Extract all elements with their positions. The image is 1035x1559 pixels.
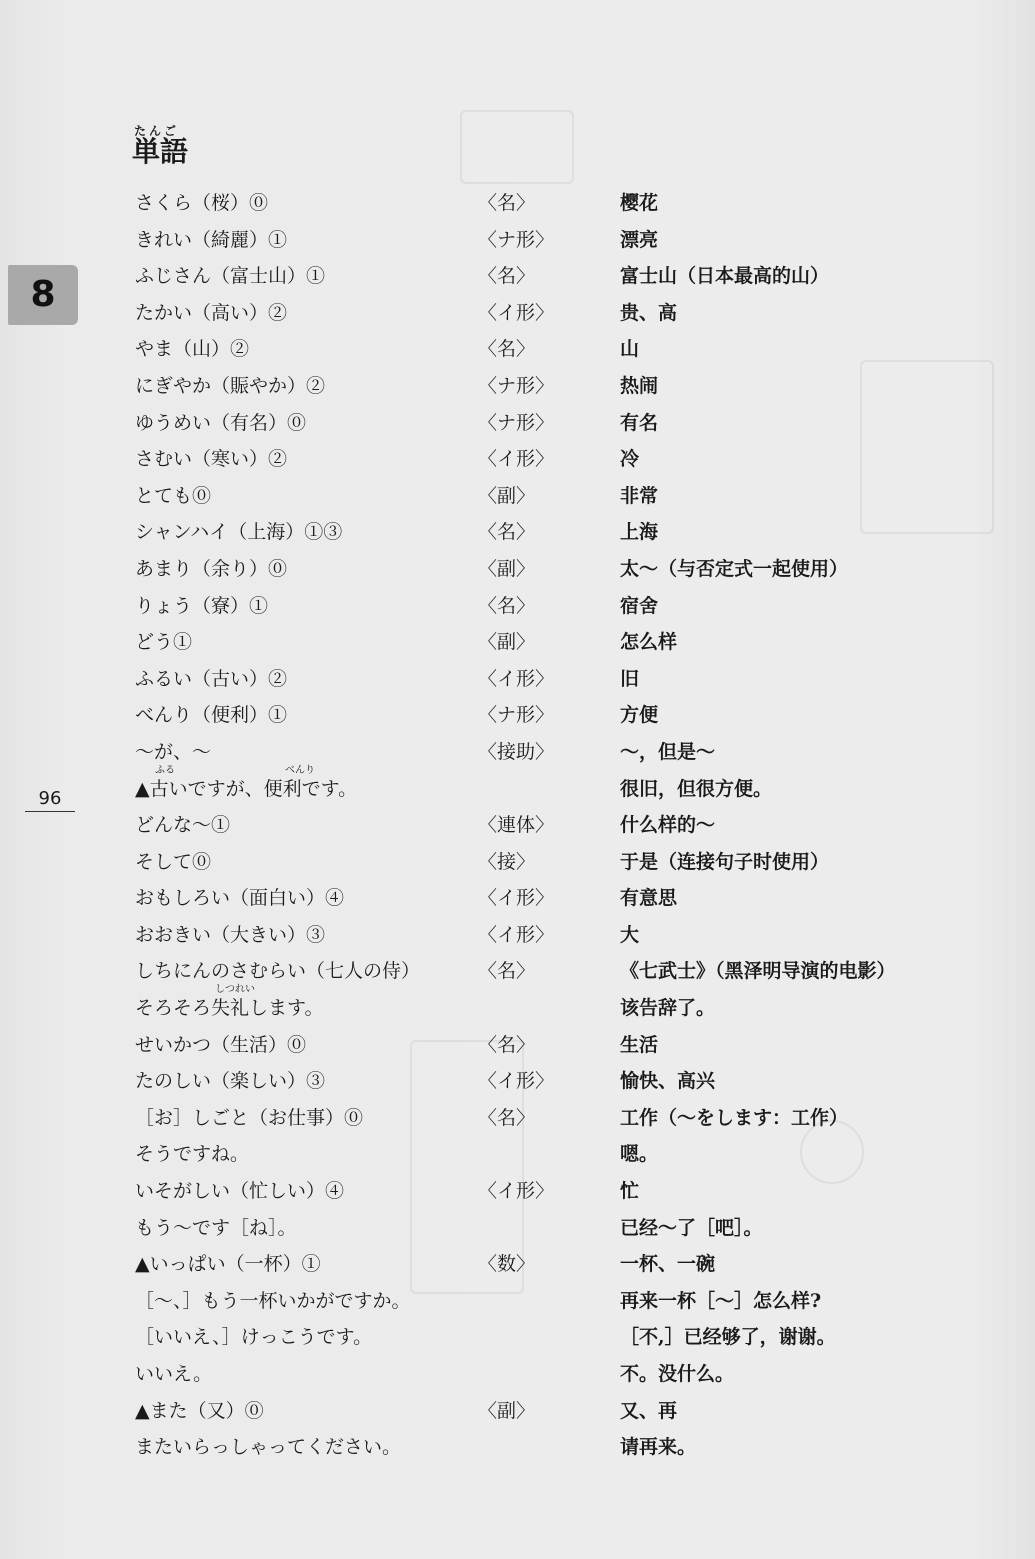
vocab-part-of-speech: 〈接助〉 bbox=[478, 740, 555, 763]
vocab-row bbox=[135, 1392, 1015, 1429]
vocab-part-of-speech: 〈イ形〉 bbox=[478, 887, 555, 910]
vocab-row bbox=[135, 806, 1015, 843]
vocab-row bbox=[135, 764, 1015, 807]
vocab-japanese: ［いいえ、］けっこうです。 bbox=[135, 1326, 373, 1349]
vocab-japanese: ふじさん（富士山）① bbox=[135, 265, 326, 288]
vocab-japanese: いそがしい（忙しい）④ bbox=[135, 1180, 345, 1203]
vocab-row bbox=[135, 221, 1015, 258]
vocab-chinese: 又、再 bbox=[620, 1399, 678, 1422]
vocab-japanese: さむい（寒い）② bbox=[135, 448, 288, 471]
ghost-frame bbox=[460, 110, 574, 184]
vocab-row bbox=[135, 843, 1015, 880]
vocab-chinese: 嗯。 bbox=[620, 1143, 659, 1166]
vocab-row bbox=[135, 623, 1015, 660]
vocab-part-of-speech: 〈ナ形〉 bbox=[478, 704, 555, 727]
vocab-row bbox=[135, 367, 1015, 404]
vocab-part-of-speech: 〈イ形〉 bbox=[478, 923, 555, 946]
vocab-japanese: きれい（綺麗）① bbox=[135, 228, 288, 251]
vocab-row bbox=[135, 879, 1015, 916]
vocab-chinese: 太～（与否定式一起使用） bbox=[620, 557, 849, 580]
vocab-part-of-speech: 〈副〉 bbox=[478, 1399, 536, 1422]
vocab-part-of-speech: 〈ナ形〉 bbox=[478, 228, 555, 251]
vocab-japanese: ～が、～ bbox=[135, 740, 212, 763]
vocab-row bbox=[135, 1062, 1015, 1099]
vocab-part-of-speech: 〈ナ形〉 bbox=[478, 374, 555, 397]
vocab-japanese: またいらっしゃってください。 bbox=[135, 1436, 402, 1459]
vocab-chinese: 有意思 bbox=[620, 887, 678, 910]
vocab-part-of-speech: 〈数〉 bbox=[478, 1253, 536, 1276]
vocab-row bbox=[135, 440, 1015, 477]
vocab-japanese: どんな～① bbox=[135, 814, 231, 837]
vocab-part-of-speech: 〈イ形〉 bbox=[478, 1180, 555, 1203]
vocab-part-of-speech: 〈副〉 bbox=[478, 484, 536, 507]
furigana-note: ふる bbox=[155, 764, 175, 776]
vocab-row bbox=[135, 257, 1015, 294]
vocab-row bbox=[135, 660, 1015, 697]
vocabulary-list bbox=[135, 184, 1015, 1465]
vocab-chinese: 很旧，但很方便。 bbox=[620, 777, 773, 800]
vocab-chinese: 有名 bbox=[620, 411, 659, 434]
vocab-japanese: おおきい（大きい）③ bbox=[135, 923, 326, 946]
vocab-chinese: 怎么样 bbox=[620, 631, 678, 654]
vocab-chinese: 贵、高 bbox=[620, 301, 678, 324]
vocab-chinese: 于是（连接句子时使用） bbox=[620, 850, 830, 873]
vocab-row bbox=[135, 1172, 1015, 1209]
vocab-japanese: さくら（桜）⓪ bbox=[135, 192, 269, 214]
vocab-japanese: たのしい（楽しい）③ bbox=[135, 1070, 326, 1093]
vocab-japanese: どう① bbox=[135, 631, 193, 654]
vocab-row bbox=[135, 184, 1015, 221]
vocab-chinese: 方便 bbox=[620, 704, 659, 727]
vocab-row bbox=[135, 550, 1015, 587]
vocab-chinese: 什么样的～ bbox=[620, 814, 716, 837]
vocab-chinese: 生活 bbox=[620, 1033, 659, 1056]
furigana-note: しつれい bbox=[215, 984, 255, 996]
vocab-japanese: おもしろい（面白い）④ bbox=[135, 887, 345, 910]
vocab-part-of-speech: 〈名〉 bbox=[478, 1033, 536, 1056]
vocab-part-of-speech: 〈連体〉 bbox=[478, 814, 555, 837]
vocab-japanese: もう～です［ね］。 bbox=[135, 1216, 297, 1239]
vocab-chinese: 宿舍 bbox=[620, 594, 659, 617]
vocab-part-of-speech: 〈イ形〉 bbox=[478, 448, 555, 471]
vocab-chinese: 樱花 bbox=[620, 192, 659, 214]
chapter-tab: 8 bbox=[8, 265, 78, 325]
vocab-chinese: 《七武士》（黑泽明导演的电影） bbox=[620, 960, 896, 983]
vocab-chinese: 富士山（日本最高的山） bbox=[620, 265, 830, 288]
vocab-row bbox=[135, 696, 1015, 733]
vocab-japanese: いいえ。 bbox=[135, 1363, 213, 1385]
vocab-row bbox=[135, 330, 1015, 367]
vocab-row bbox=[135, 1135, 1015, 1172]
vocab-part-of-speech: 〈名〉 bbox=[478, 594, 536, 617]
vocab-row bbox=[135, 1355, 1015, 1392]
vocab-japanese: たかい（高い）② bbox=[135, 301, 288, 324]
vocab-japanese: ▲いっぱい（一杯）① bbox=[135, 1253, 321, 1276]
vocab-part-of-speech: 〈名〉 bbox=[478, 338, 536, 361]
vocab-japanese: ゆうめい（有名）⓪ bbox=[135, 411, 307, 434]
vocab-chinese: 大 bbox=[620, 923, 640, 946]
vocab-chinese: ［不,］已经够了，谢谢。 bbox=[620, 1326, 836, 1349]
vocab-part-of-speech: 〈接〉 bbox=[478, 850, 536, 873]
vocab-chinese: 愉快、高兴 bbox=[620, 1070, 716, 1093]
vocab-part-of-speech: 〈イ形〉 bbox=[478, 667, 555, 690]
vocab-chinese: 已经～了［吧］。 bbox=[620, 1216, 763, 1239]
vocab-japanese: そうですね。 bbox=[135, 1143, 250, 1166]
vocab-row bbox=[135, 1099, 1015, 1136]
vocab-part-of-speech: 〈副〉 bbox=[478, 557, 536, 580]
vocab-japanese: とても⓪ bbox=[135, 484, 212, 507]
vocab-japanese: あまり（余り）⓪ bbox=[135, 557, 288, 580]
vocab-chinese: 漂亮 bbox=[620, 228, 659, 251]
vocab-row bbox=[135, 477, 1015, 514]
vocab-row bbox=[135, 952, 1015, 989]
vocab-japanese: りょう（寮）① bbox=[135, 594, 269, 617]
vocab-japanese: しちにんのさむらい（七人の侍） bbox=[135, 960, 421, 983]
vocab-row bbox=[135, 513, 1015, 550]
vocab-row bbox=[135, 733, 1015, 770]
vocab-chinese: 请再来。 bbox=[620, 1436, 697, 1459]
vocab-japanese: シャンハイ（上海）①③ bbox=[135, 521, 343, 544]
vocab-chinese: 热闹 bbox=[620, 374, 659, 397]
vocab-chinese: 旧 bbox=[620, 667, 640, 690]
vocab-japanese: べんり（便利）① bbox=[135, 704, 288, 727]
section-title bbox=[132, 122, 188, 168]
vocab-part-of-speech: 〈名〉 bbox=[478, 960, 536, 983]
section-title-ruby: たんご bbox=[134, 124, 180, 138]
vocab-chinese: 非常 bbox=[620, 484, 659, 507]
vocab-row bbox=[135, 294, 1015, 331]
vocab-chinese: 再来一杯［～］怎么样? bbox=[620, 1289, 822, 1312]
vocab-japanese: ［お］しごと（お仕事）⓪ bbox=[135, 1106, 364, 1129]
vocab-part-of-speech: 〈名〉 bbox=[478, 521, 536, 544]
vocab-part-of-speech: 〈名〉 bbox=[478, 1106, 536, 1129]
vocab-part-of-speech: 〈ナ形〉 bbox=[478, 411, 555, 434]
vocab-row bbox=[135, 404, 1015, 441]
vocab-japanese: せいかつ（生活）⓪ bbox=[135, 1033, 307, 1056]
vocab-japanese: ▲また（又）⓪ bbox=[135, 1399, 264, 1422]
vocab-japanese: ▲古いですが、便利です。 ふる べんり bbox=[135, 774, 357, 801]
vocab-row bbox=[135, 587, 1015, 624]
vocab-row bbox=[135, 1209, 1015, 1246]
vocab-japanese: にぎやか（賑やか）② bbox=[135, 374, 326, 397]
vocab-row bbox=[135, 1428, 1015, 1465]
vocab-chinese: ～，但是～ bbox=[620, 740, 716, 763]
vocab-chinese: 上海 bbox=[620, 521, 659, 544]
page-number: 96 bbox=[25, 788, 75, 812]
vocab-part-of-speech: 〈イ形〉 bbox=[478, 301, 555, 324]
vocab-japanese: やま（山）② bbox=[135, 338, 250, 361]
vocab-chinese: 冷 bbox=[620, 448, 640, 471]
vocab-japanese: ［～、］もう一杯いかがですか。 bbox=[135, 1289, 411, 1312]
vocab-chinese: 一杯、一碗 bbox=[620, 1253, 716, 1276]
vocab-part-of-speech: 〈名〉 bbox=[478, 265, 536, 288]
vocab-row bbox=[135, 1245, 1015, 1282]
vocab-part-of-speech: 〈イ形〉 bbox=[478, 1070, 555, 1093]
vocab-chinese: 该告辞了。 bbox=[620, 997, 716, 1020]
vocab-part-of-speech: 〈副〉 bbox=[478, 631, 536, 654]
vocab-row bbox=[135, 1026, 1015, 1063]
furigana-note: べんり bbox=[285, 764, 315, 776]
vocab-chinese: 忙 bbox=[620, 1180, 640, 1203]
vocab-japanese: そろそろ失礼します。 しつれい bbox=[135, 993, 323, 1020]
vocab-row bbox=[135, 1282, 1015, 1319]
section-title-text: 単語 bbox=[132, 135, 189, 168]
vocab-japanese: ふるい（古い）② bbox=[135, 667, 288, 690]
vocab-row bbox=[135, 916, 1015, 953]
vocab-row bbox=[135, 1318, 1015, 1355]
vocab-chinese: 工作（～をします：工作） bbox=[620, 1106, 849, 1129]
vocab-japanese: そして⓪ bbox=[135, 850, 212, 873]
vocab-chinese: 不。没什么。 bbox=[620, 1363, 735, 1385]
vocab-part-of-speech: 〈名〉 bbox=[478, 192, 536, 214]
vocab-row bbox=[135, 984, 1015, 1026]
vocab-chinese: 山 bbox=[620, 338, 640, 361]
